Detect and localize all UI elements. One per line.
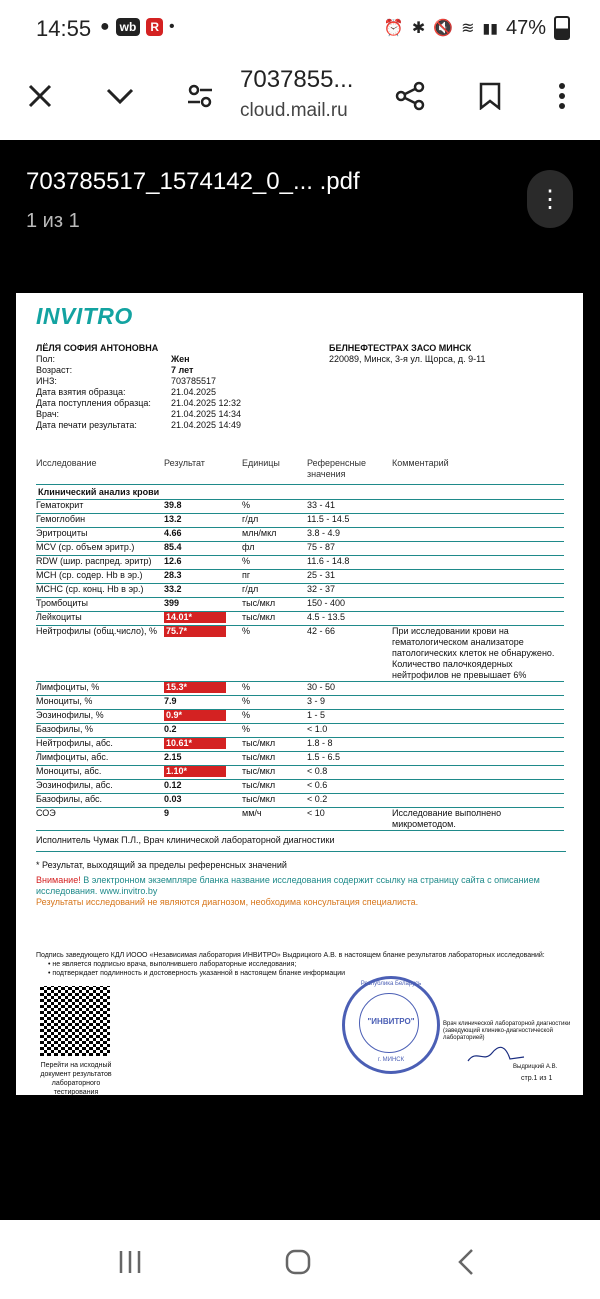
signal-icon: ▮▮ [482, 19, 498, 36]
patient-field-label: Дата взятия образца: [36, 387, 126, 397]
cell-test: Гемоглобин [36, 514, 86, 524]
cell-result [164, 682, 242, 693]
system-nav-bar [0, 1220, 600, 1299]
bullet-1-text: не является подписью врача, выполнившего лабораторные исследования; [52, 961, 297, 968]
cell-ref: < 0.8 [307, 766, 328, 776]
patient-field-value: 21.04.2025 [171, 387, 217, 397]
wb-badge: wb [116, 18, 141, 36]
flagged-result: 10.61* [164, 738, 226, 749]
invitro-logo: INVITRO [36, 303, 133, 329]
cell-ref: 150 - 400 [307, 598, 346, 608]
patient-fields [36, 354, 316, 431]
page-count: 1 из 1 [26, 210, 80, 232]
system-icons [384, 16, 570, 40]
cell-test: Моноциты, % [36, 696, 93, 706]
table-row [36, 556, 564, 570]
more-vertical-icon[interactable] [542, 76, 582, 116]
cell-ref: 3.8 - 4.9 [307, 528, 341, 538]
settings-sliders-icon[interactable] [180, 76, 220, 116]
cell-units: г/дл [242, 584, 259, 594]
lab-info [329, 343, 579, 365]
cell-ref: 33 - 41 [307, 500, 336, 510]
cell-ref: < 0.6 [307, 780, 328, 790]
table-row [36, 626, 564, 682]
table-header [36, 458, 564, 485]
close-icon[interactable] [20, 76, 60, 116]
cell-test: Лимфоциты, абс. [36, 752, 109, 762]
cell-test: Эозинофилы, абс. [36, 780, 113, 790]
patient-field [36, 365, 316, 376]
battery-icon [554, 16, 570, 40]
alarm-icon: ⏰ [383, 20, 404, 37]
section-title: Клинический анализ крови [36, 485, 564, 500]
table-row [36, 598, 564, 612]
cell-test: RDW (шир. распред. эритр) [36, 556, 152, 566]
patient-field-label: Возраст: [36, 365, 73, 375]
pdf-viewer [0, 140, 600, 1220]
viewer-more-button[interactable] [527, 170, 573, 228]
cell-test: Гематокрит [36, 500, 84, 510]
disclaimer: Результаты исследований не являются диагнозом, необходима консультация специалиста. [36, 897, 419, 907]
cell-units: тыс/мкл [242, 780, 276, 790]
table-row [36, 738, 564, 752]
cell-test: Лейкоциты [36, 612, 82, 622]
file-title: 7037855... [240, 66, 354, 93]
stamp-bottom-text: г. МИНСК [377, 1057, 405, 1063]
patient-field-label: Дата поступления образца: [36, 398, 151, 408]
cell-units: тыс/мкл [242, 752, 276, 762]
cell-units: тыс/мкл [242, 794, 276, 804]
patient-name: ЛЁЛЯ СОФИЯ АНТОНОВНА [36, 343, 159, 353]
patient-field-value: 21.04.2025 14:34 [171, 409, 242, 419]
patient-field-value: 21.04.2025 14:49 [171, 420, 242, 430]
cell-units: % [242, 724, 251, 734]
bullet-2-text: подтверждает подлинность и достоверность указанной в настоящем бланке информации [52, 970, 346, 977]
header-ref: Референсные значения [307, 458, 366, 479]
cell-test: Тромбоциты [36, 598, 89, 608]
cell-result: 13.2 [164, 514, 182, 524]
header-comment: Комментарий [392, 458, 449, 468]
chat-icon: ● [100, 18, 110, 35]
patient-field-label: ИНЗ: [36, 376, 57, 386]
cell-ref: 3 - 9 [307, 696, 326, 706]
table-row [36, 724, 564, 738]
status-time: 14:55 [36, 16, 92, 41]
header-units: Единицы [242, 458, 280, 468]
file-source: cloud.mail.ru [240, 100, 348, 121]
cell-result: 0.2 [164, 724, 177, 734]
mute-icon: 🔇 [433, 20, 454, 37]
cell-ref: 25 - 31 [307, 570, 336, 580]
cell-result [164, 766, 242, 777]
bullet-2: • подтверждает подлинность и достоверность указанной в настоящем бланке информации [48, 970, 346, 977]
header-result: Результат [164, 458, 205, 468]
patient-field [36, 409, 316, 420]
cell-ref: 1.5 - 6.5 [307, 752, 341, 762]
lab-name: БЕЛНЕФТЕСТРАХ ЗАСО МИНСК [329, 343, 472, 353]
stamp-top-text: Республика Беларусь [360, 981, 422, 987]
back-icon[interactable] [446, 1242, 486, 1282]
footnote: * Результат, выходящий за пределы референсных значений [36, 851, 566, 871]
pdf-filename: 703785517_1574142_0_... .pdf [26, 168, 360, 195]
cell-ref: 11.5 - 14.5 [307, 514, 350, 524]
lab-address: 220089, Минск, 3-я ул. Щорса, д. 9-11 [329, 354, 486, 364]
cell-test: Нейтрофилы (общ.число), % [36, 626, 157, 636]
notes [36, 851, 566, 908]
cell-result [164, 710, 242, 721]
cell-units: % [242, 696, 251, 706]
cell-result: 0.12 [164, 780, 182, 790]
flagged-result: 14.01* [164, 612, 226, 623]
cell-units: пг [242, 570, 251, 580]
cell-units: % [242, 556, 251, 566]
cell-ref: < 10 [307, 808, 325, 818]
cell-ref: 42 - 66 [307, 626, 336, 636]
cell-result: 4.66 [164, 528, 182, 538]
stamp-center-text: "ИНВИТРО" [367, 1017, 415, 1026]
signature-scribble [466, 1045, 526, 1065]
more-vertical-icon: ⋮ [538, 185, 562, 213]
cell-result: 39.8 [164, 500, 182, 510]
dot-icon: • [169, 18, 175, 35]
cell-result: 85.4 [164, 542, 182, 552]
table-row [36, 612, 564, 626]
bluetooth-icon: ✱ [411, 20, 426, 37]
table-row [36, 584, 564, 598]
cell-units: % [242, 626, 251, 636]
signature-note-block [36, 951, 576, 978]
table-row [36, 682, 564, 696]
cell-ref: < 1.0 [307, 724, 328, 734]
cell-ref: 1 - 5 [307, 710, 326, 720]
cell-test: MCH (ср. содер. Hb в эр.) [36, 570, 143, 580]
patient-field-value: 7 лет [171, 365, 194, 375]
signer-name: Выдрицкий А.В. [513, 1064, 558, 1070]
cell-comment: Исследование выполнено микрометодом. [392, 808, 502, 829]
chevron-down-icon[interactable] [100, 76, 140, 116]
cell-units: млн/мкл [242, 528, 277, 538]
cell-ref: 30 - 50 [307, 682, 336, 692]
cell-test: MCV (ср. объем эритр.) [36, 542, 135, 552]
cell-result: 2.15 [164, 752, 182, 762]
table-row [36, 570, 564, 584]
cell-units: тыс/мкл [242, 738, 276, 748]
cell-test: Моноциты, абс. [36, 766, 102, 776]
patient-field [36, 387, 316, 398]
cell-ref: 32 - 37 [307, 584, 336, 594]
table-row [36, 514, 564, 528]
patient-field [36, 376, 316, 387]
bullet-1: • не является подписью врача, выполнившего лабораторные исследования; [48, 961, 297, 968]
patient-field-value: Жен [171, 354, 190, 364]
flagged-result: 15.3* [164, 682, 226, 693]
signature-note: Подпись заведующего КДЛ ИООО «Независимая лаборатория ИНВИТРО» Выдрицкого А.В. в настоящем бланке результатов лабораторных исследований: [36, 952, 545, 959]
cell-result [164, 738, 242, 749]
table-row [36, 542, 564, 556]
cell-units: тыс/мкл [242, 598, 276, 608]
cell-test: Лимфоциты, % [36, 682, 100, 692]
cell-ref: 75 - 87 [307, 542, 336, 552]
home-icon[interactable] [278, 1242, 318, 1282]
pdf-page[interactable] [16, 293, 583, 1095]
attention-text: В электронном экземпляре бланка название исследования содержит ссылку на страницу сайта с описанием исследования. www.invitro.by [36, 875, 540, 896]
cell-test: Базофилы, % [36, 724, 93, 734]
cell-ref: 1.8 - 8 [307, 738, 333, 748]
patient-field [36, 420, 316, 431]
lab-stamp [342, 976, 440, 1074]
patient-field-label: Врач: [36, 409, 60, 419]
cell-ref: < 0.2 [307, 794, 328, 804]
results-table [36, 458, 564, 846]
r-badge: R [146, 18, 163, 36]
share-icon[interactable] [390, 76, 430, 116]
patient-field-value: 21.04.2025 12:32 [171, 398, 242, 408]
table-row [36, 710, 564, 724]
flagged-result: 0.9* [164, 710, 226, 721]
patient-field [36, 398, 316, 409]
battery-percent: 47% [505, 16, 546, 39]
qr-code[interactable] [40, 986, 110, 1056]
patient-info [36, 343, 316, 431]
attention-label: Внимание! [36, 875, 81, 885]
page-number: стр.1 из 1 [521, 1075, 553, 1082]
table-row [36, 766, 564, 780]
signer-role: Врач клинической лабораторной диагностики (заведующий клинико-диагностической лабораторией) [443, 1021, 571, 1041]
cell-test: MCHC (ср. конц. Hb в эр.) [36, 584, 144, 594]
cell-units: % [242, 682, 251, 692]
cell-units: г/дл [242, 514, 259, 524]
cell-result: 33.2 [164, 584, 182, 594]
cell-test: СОЭ [36, 808, 56, 818]
table-rows [36, 500, 564, 831]
cell-ref: 11.6 - 14.8 [307, 556, 350, 566]
table-row [36, 780, 564, 794]
cell-units: фл [242, 542, 255, 552]
flagged-result: 75.7* [164, 626, 226, 637]
notification-icons [100, 18, 175, 36]
cell-test: Эритроциты [36, 528, 88, 538]
cell-result: 399 [164, 598, 180, 608]
cell-test: Нейтрофилы, абс. [36, 738, 113, 748]
patient-field [36, 354, 316, 365]
cell-result: 9 [164, 808, 170, 818]
cell-units: тыс/мкл [242, 766, 276, 776]
table-row [36, 794, 564, 808]
patient-field-label: Пол: [36, 354, 56, 364]
app-bar [0, 58, 600, 141]
cell-test: Эозинофилы, % [36, 710, 104, 720]
recent-apps-icon[interactable] [110, 1242, 150, 1282]
qr-caption: Перейти на исходный документ результатов лабораторного тестирования [40, 1062, 112, 1095]
status-bar [0, 0, 600, 58]
cell-units: мм/ч [242, 808, 262, 818]
cell-result: 12.6 [164, 556, 182, 566]
cell-units: % [242, 500, 251, 510]
cell-result: 7.9 [164, 696, 177, 706]
cell-result [164, 612, 242, 623]
table-row [36, 528, 564, 542]
cell-units: % [242, 710, 251, 720]
wifi-icon: ≋ [461, 20, 475, 37]
cell-test: Базофилы, абс. [36, 794, 103, 804]
flagged-result: 1.10* [164, 766, 226, 777]
cell-result: 28.3 [164, 570, 182, 580]
cell-ref: 4.5 - 13.5 [307, 612, 346, 622]
patient-field-label: Дата печати результата: [36, 420, 137, 430]
table-row [36, 752, 564, 766]
header-test: Исследование [36, 458, 97, 468]
table-row [36, 500, 564, 514]
cell-comment: При исследовании крови на гематологическом анализаторе патологических клеток не обнаружено. Количество палочкоядерных нейтрофилов не превышает 6% [392, 626, 555, 680]
table-row [36, 696, 564, 710]
cell-result [164, 626, 242, 637]
executor: Исполнитель Чумак П.Л., Врач клинической лабораторной диагностики [36, 835, 335, 845]
patient-field-value: 703785517 [171, 376, 217, 386]
cell-result: 0.03 [164, 794, 182, 804]
cell-units: тыс/мкл [242, 612, 276, 622]
bookmark-icon[interactable] [470, 76, 510, 116]
table-row [36, 808, 564, 831]
